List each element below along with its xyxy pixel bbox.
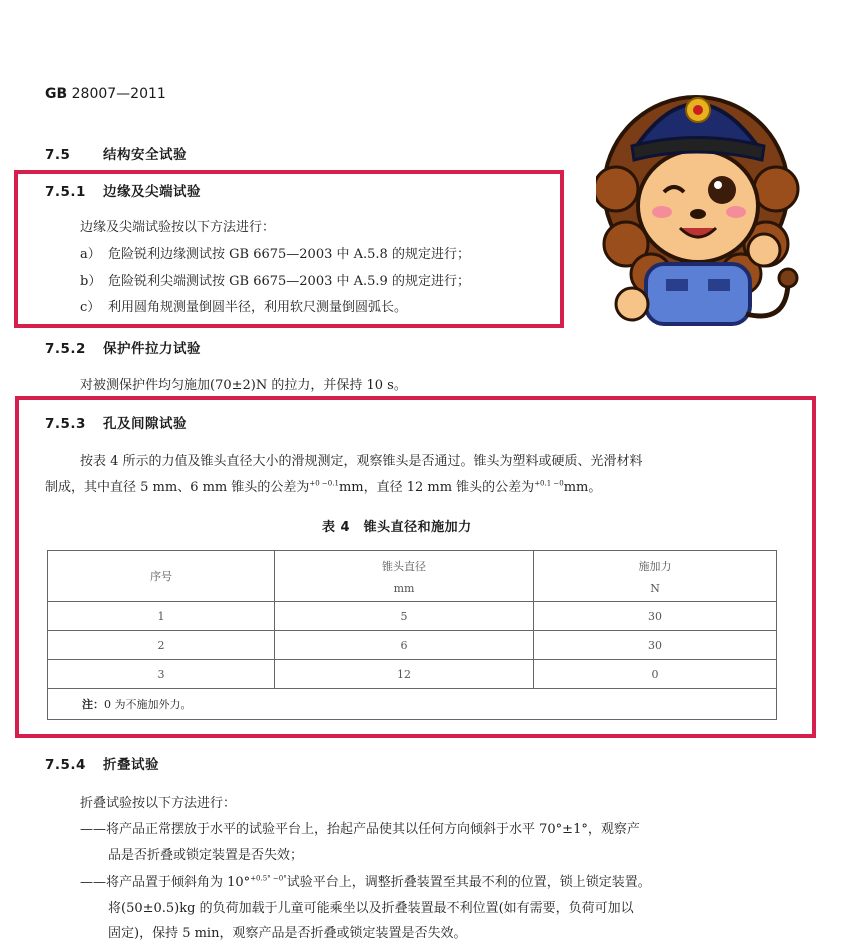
clause-752-number: 7.5.2	[45, 341, 86, 357]
tolerance-small: +0 −0.1	[309, 479, 339, 488]
clause-754-title: 折叠试验	[103, 757, 159, 773]
clause-753-line1: 按表 4 所示的力值及锥头直径大小的滑规测定，观察锥头是否通过。锥头为塑料或硬质、光滑材料	[80, 454, 643, 469]
clause-754-dash2-line3: 固定)，保持 5 min，观察产品是否折叠或锁定装置是否失效。	[108, 926, 467, 941]
clause-751-item-b: b） 危险锐利尖端测试按 GB 6675—2003 中 A.5.9 的规定进行；	[80, 274, 470, 289]
table-row: 3 12 0	[48, 660, 777, 689]
section-title: 结构安全试验	[103, 147, 187, 163]
angle-tolerance: +0.5° −0°	[250, 874, 287, 883]
clause-754-number: 7.5.4	[45, 757, 86, 773]
clause-751-intro: 边缘及尖端试验按以下方法进行：	[80, 220, 276, 235]
lion-police-mascot-sticker	[596, 74, 802, 344]
clause-751-title: 边缘及尖端试验	[103, 184, 201, 200]
clause-751-item-a: a） 危险锐利边缘测试按 GB 6675—2003 中 A.5.8 的规定进行；	[80, 247, 470, 262]
section-heading	[45, 143, 187, 163]
clause-754-dash2-line2: 将(50±0.5)kg 的负荷加载于儿童可能乘坐以及折叠装置最不利位置(如有需要，负荷可加以	[108, 901, 634, 916]
clause-752-text: 对被测保护件均匀施加(70±2)N 的拉力，并保持 10 s。	[80, 378, 407, 393]
standard-prefix: GB	[45, 86, 68, 102]
tolerance-large: +0.1 −0	[534, 479, 564, 488]
clause-754-dash1-line1: ——将产品正常摆放于水平的试验平台上，抬起产品使其以任何方向倾斜于水平 70°±1°，观察产	[80, 822, 640, 837]
clause-751-number: 7.5.1	[45, 184, 86, 200]
table-note: 注：0 为不施加外力。	[48, 689, 777, 720]
clause-752-heading	[45, 337, 201, 357]
standard-number: 28007—2011	[71, 86, 166, 102]
clause-754-heading	[45, 753, 159, 773]
clause-751-item-c: c） 利用圆角规测量倒圆半径，利用软尺测量倒圆弧长。	[80, 300, 408, 315]
highlight-box-751	[14, 170, 564, 328]
clause-754-intro: 折叠试验按以下方法进行：	[80, 796, 237, 811]
header-diameter: 锥头直径 mm	[275, 551, 534, 602]
clause-754-dash1-line2: 品是否折叠或锁定装置是否失效；	[108, 848, 304, 863]
clause-754-dash2-line1: ——将产品置于倾斜角为 10°$^{+0.5^\circ -0^\circ}$试验平台上，调整折叠装置至其最不利的位置，锁上锁定装置。	[80, 874, 651, 890]
clause-753-number: 7.5.3	[45, 416, 86, 432]
clause-753-title: 孔及间隙试验	[103, 416, 187, 432]
table-4-title: 表 4 锥头直径和施加力	[322, 520, 472, 535]
clause-753-line2: 制成，其中直径 5 mm、6 mm 锥头的公差为$^{+0 -0.1}$mm，直径 12 mm 锥头的公差为$^{+0.1 -0}$mm。	[45, 479, 602, 495]
standard-header	[45, 86, 166, 102]
table-row: 2 6 30	[48, 631, 777, 660]
section-number: 7.5	[45, 147, 71, 163]
header-force: 施加力 N	[534, 551, 777, 602]
table-row: 1 5 30	[48, 602, 777, 631]
header-seq: 序号	[48, 551, 275, 602]
highlight-box-753	[15, 396, 816, 738]
clause-752-title: 保护件拉力试验	[103, 341, 201, 357]
